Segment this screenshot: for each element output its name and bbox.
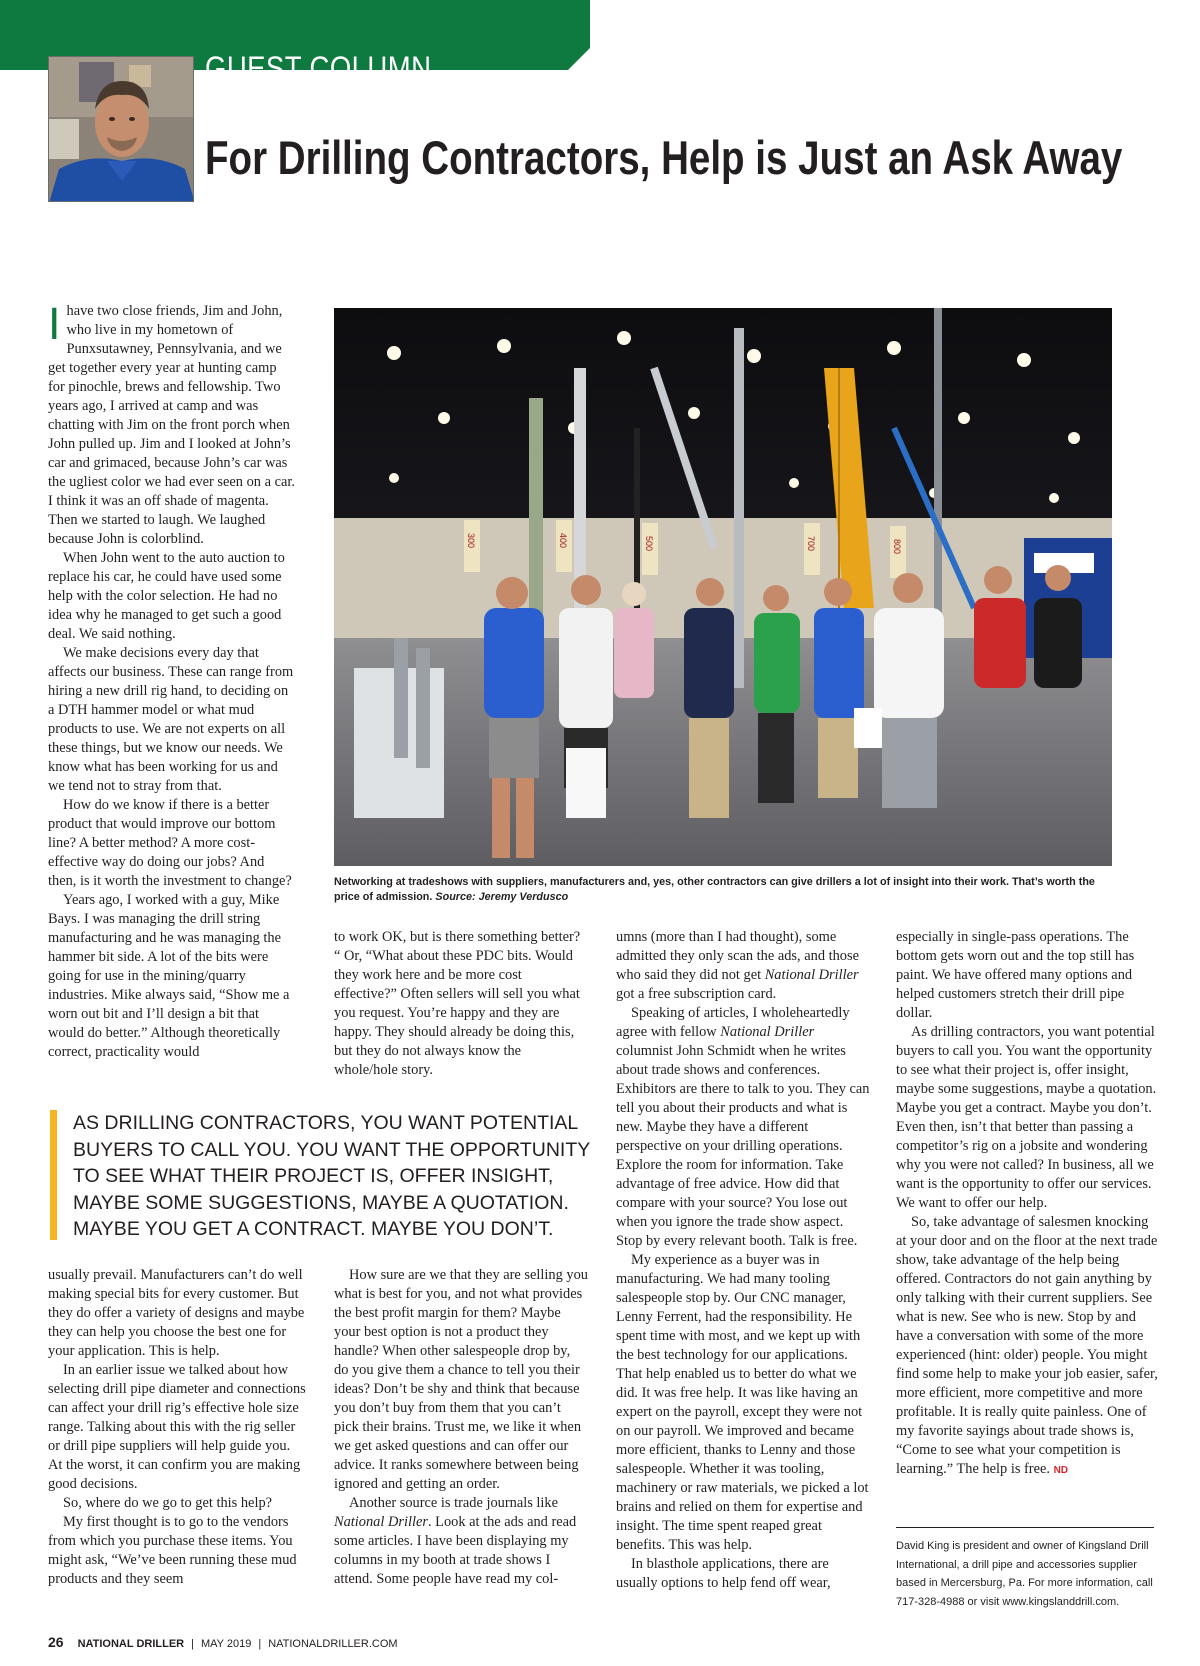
body-paragraph: So, where do we go to get this help? — [63, 1495, 273, 1511]
pull-quote-text: AS DRILLING CONTRACTORS, YOU WANT POTENTIAL BUYERS TO CALL YOU. YOU WANT THE OPPORTUNITY TO SEE WHAT THEIR PROJECT IS, OFFER INSIGHT, MAYBE SOME SUGGESTIONS, MAYBE A QUOTATION. MAYBE YOU GET A CONTRACT. MAYBE YOU DON’T. — [73, 1112, 590, 1240]
body-paragraph: umns (more than I had thought), some admitted they only scan the ads, and those who said they did not get National Driller got a free subscription card. — [616, 929, 859, 1002]
drop-cap: I — [48, 298, 61, 349]
body-paragraph: Speaking of articles, I wholeheartedly agree with fellow National Driller columnist John Schmidt when he writes about trade shows and conferences. Exhibitors are there to talk to you. They can tell you about their products and what is new. Maybe they have a different perspective on your drilling operations. Explore the room for information. Take advantage of free advice. How did that compare with your source? You lose out when you ignore the trade show aspect. Stop by every relevant booth. Talk is free. — [616, 1005, 870, 1249]
footer-separator: | — [191, 1638, 194, 1650]
tradeshow-photo — [334, 308, 1112, 866]
body-paragraph: Ihave two close friends, Jim and John, who live in my hometown of Punxsutawney, Pennsylvania, and we get together every year at hunting camp for pinochle, brews and fellowship. Two years ago, I arrived at camp and was chatting with Jim on the front porch when John pulled up. Jim and I looked at John’s car and grimaced, because John’s car was the ugliest color we had ever seen on a car. I think it was an off shade of magenta. Then we started to laugh. We laughed because John is colorblind. — [48, 298, 295, 547]
article-column-2-bottom — [334, 1266, 588, 1589]
page-number: 26 — [48, 1634, 64, 1650]
body-paragraph: In an earlier issue we talked about how selecting drill pipe diameter and connections can affect your drill rig’s effective hole size range. Talking about this with the rig seller or drill pipe suppliers will help guide you. At the worst, it can confirm you are making good decisions. — [48, 1362, 306, 1492]
magazine-name: NATIONAL DRILLER — [77, 1638, 185, 1650]
body-paragraph: My experience as a buyer was in manufacturing. We had many tooling salespeople stop by. Our CNC manager, Lenny Ferrent, had the responsibility. He spent time with most, and we kept up with the best technology for our applications. That help enabled us to better do what we did. It was free help. It was like having an expert on the payroll, except they were not on our payroll. We improved and became more efficient, thanks to Lenny and those salespeople. Whether it was tooling, machinery or raw materials, we picked a lot brains and relied on them for expertise and insight. The time spent reaped great benefits. This was help. — [616, 1252, 869, 1553]
body-paragraph: especially in single-pass operations. The bottom gets worn out and the top still has paint. We have offered many options and helped customers stretch their drill pipe dollar. — [896, 929, 1135, 1021]
body-paragraph: When John went to the auto auction to replace his car, he could have used some help with the color selection. He had no idea why he managed to get such a good deal. We said nothing. — [48, 550, 285, 642]
website: NATIONALDRILLER.COM — [268, 1638, 398, 1650]
body-paragraph: So, take advantage of salesmen knocking at your door and on the floor at the next trade show, take advantage of the help being offered. Contractors do not gain anything by only talking with their current suppliers. See what is new. See who is new. Stop by and have a conversation with some of the more experienced (hint: older) people. You might find some help to make your job easier, safer, more efficient, more competitive and more profitable. It is really quite painless. One of my favorite sayings about trade shows is, “Come to see what your competition is learning.” The help is free. ND — [896, 1214, 1158, 1477]
body-paragraph: How sure are we that they are selling you what is best for you, and not what provides the best profit margin for them? Maybe your best option is not a product they handle? When other salespeople drop by, do you give them a chance to tell you their ideas? Don’t be shy and think that because you don’t buy from them that you can’t pick their brains. Trust me, we like it when we get asked questions and can offer our advice. It ranks somewhere between being ignored and getting an order. — [334, 1267, 588, 1492]
footer-separator: | — [258, 1638, 262, 1650]
bio-divider — [896, 1527, 1154, 1528]
body-paragraph: My first thought is to go to the vendors from which you purchase these items. You might ask, “We’ve been running these mud products and they seem — [48, 1514, 297, 1587]
body-paragraph: In blasthole applications, there are usually options to help fend off wear, — [616, 1556, 831, 1591]
caption-text: Networking at tradeshows with suppliers, manufacturers and, yes, other contractors can give drillers a lot of insight into their work. That’s worth the price of admission. — [334, 876, 1095, 903]
tradeshow-floor-image — [334, 308, 1112, 866]
photo-credit: Source: Jeremy Verdusco — [435, 891, 569, 903]
author-bio: David King is president and owner of Kingsland Drill International, a drill pipe and accessories supplier based in Mercersburg, Pa. For more information, call 717-328-4988 or visit www.kingslanddrill.com. — [896, 1540, 1153, 1608]
author-portrait-image — [49, 57, 194, 202]
page-footer — [48, 1634, 398, 1650]
body-paragraph: Years ago, I worked with a guy, Mike Bays. I was managing the drill string manufacturing and he was managing the hammer bit side. A lot of the bits were going for use in the mining/quarry industries. Mike always said, “Show me a worn out bit and I’ll design a bit that would do better.” Although theoretically correct, practicality would — [48, 892, 290, 1060]
booth-number: 800 — [892, 539, 902, 555]
booth-number: 400 — [558, 533, 568, 549]
body-paragraph: Another source is trade journals like National Driller. Look at the ads and read some articles. I have been displaying my columns in my booth at trade shows I attend. Some people have read my col- — [334, 1495, 577, 1587]
article-column-1 — [48, 298, 296, 1062]
author-headshot — [48, 56, 194, 202]
end-mark: ND — [1053, 1465, 1069, 1476]
article-headline: For Drilling Contractors, Help is Just an Ask Away — [205, 131, 1123, 184]
issue-date: MAY 2019 — [200, 1638, 252, 1650]
booth-number: 500 — [644, 536, 654, 552]
body-paragraph: to work OK, but is there something better? “ Or, “What about these PDC bits. Would they work here and be more cost effective?” Often sellers will sell you what you request. You’re happy and they are happy. They should already be doing this, but they do not always know the whole/hole story. — [334, 929, 581, 1078]
section-label: GUEST COLUMN — [205, 50, 432, 86]
pull-quote — [50, 1110, 590, 1240]
body-paragraph: We make decisions every day that affects our business. These can range from hiring a new drill rig hand, to deciding on a DTH hammer model or what mud products to use. We are not experts on all these things, but we know our needs. We know what has been working for us and we tend not to stray from that. — [48, 645, 294, 794]
booth-number: 300 — [466, 533, 476, 549]
article-column-3 — [616, 928, 872, 1593]
author-byline: David King — [476, 72, 550, 88]
article-column-4 — [896, 928, 1158, 1480]
booth-number: 700 — [806, 536, 816, 552]
article-column-1-bottom — [48, 1266, 306, 1589]
body-paragraph: How do we know if there is a better product that would improve our bottom line? A better method? A more cost-effective way do doing our jobs? And then, is it worth the investment to change? — [48, 797, 292, 889]
body-paragraph: usually prevail. Manufacturers can’t do well making special bits for every customer. But they do offer a variety of designs and maybe they can help you choose the best one for your application. This is help. — [48, 1267, 305, 1359]
article-column-2-top — [334, 928, 584, 1080]
body-paragraph: As drilling contractors, you want potential buyers to call you. You want the opportunity to see what their project is, offer insight, maybe some suggestions, maybe a quotation. Maybe you get a contract. Maybe you don’t. Even then, isn’t that better than passing a competitor’s rig on a jobsite and wondering why you were not called? In business, all we want is the opportunity to offer our services. We want to offer our help. — [896, 1024, 1157, 1211]
photo-caption — [334, 875, 1114, 905]
